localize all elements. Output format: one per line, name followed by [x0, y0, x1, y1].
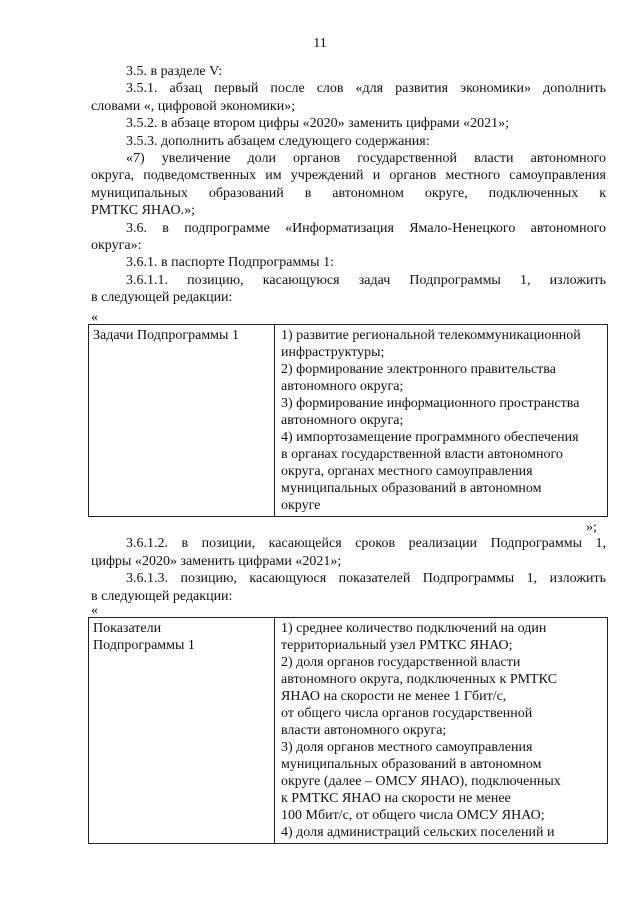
text-line: 3.6.1. в паспорте Подпрограммы 1:: [126, 255, 334, 271]
text-line: муниципальных образований в автономном округе, подключенных к: [91, 185, 606, 201]
page-number: 11: [313, 36, 327, 51]
text-line: в следующей редакции:: [91, 290, 233, 306]
tasks-label: Задачи Подпрограммы 1: [93, 328, 239, 343]
tasks-label-cell: [89, 325, 275, 517]
table-cell-line: к РМТКС ЯНАО на скорости не менее: [281, 791, 511, 806]
indicators-label-line: Показатели: [93, 621, 162, 636]
text-line: 3.6. в подпрограмме «Информатизация Ямало-Ненецкого автономного: [126, 220, 606, 236]
table-cell-line: 2) формирование электронного правительства: [281, 362, 556, 377]
table-cell-line: округа, органах местного самоуправления: [281, 464, 533, 479]
text-line: округа, подведомственных им учреждений и органов местного самоуправления: [91, 168, 606, 184]
text-line: 3.6.1.1. позицию, касающуюся задач Подпрограммы 1, изложить: [126, 272, 606, 288]
table-cell-line: в органах государственной власти автономного: [281, 447, 563, 462]
table-cell-line: муниципальных образований в автономном: [281, 757, 542, 772]
tasks-table: [88, 324, 608, 517]
table-cell-line: 4) доля администраций сельских поселений и: [281, 825, 555, 840]
tasks-content-cell: [275, 325, 608, 517]
text-line: 3.5.3. дополнить абзацем следующего содержания:: [126, 133, 430, 149]
table-cell-line: ЯНАО на скорости не менее 1 Гбит/с,: [281, 689, 507, 704]
table-cell-line: муниципальных образований в автономном: [281, 481, 542, 496]
text-line: 3.5.1. абзац первый после слов «для развития экономики» дополнить: [126, 81, 606, 97]
text-line: РМТКС ЯНАО.»;: [91, 203, 195, 219]
text-line: 3.5. в разделе V:: [126, 64, 223, 79]
table-row: [89, 618, 608, 844]
text-line: 3.6.1.2. в позиции, касающейся сроков реализации Подпрограммы 1,: [126, 536, 606, 551]
opening-quote: «: [91, 603, 98, 618]
table-cell-line: округе (далее – ОМСУ ЯНАО), подключенных: [281, 774, 561, 789]
indicators-label-line: Подпрограммы 1: [93, 638, 195, 653]
table-cell-line: инфраструктуры;: [281, 345, 385, 360]
table-cell-line: автономного округа;: [281, 413, 404, 428]
closing-quote: »;: [586, 520, 597, 535]
text-line: цифры «2020» заменить цифрами «2021»;: [91, 553, 342, 569]
table-cell-line: власти автономного округа;: [281, 723, 447, 738]
table-cell-line: 2) доля органов государственной власти: [281, 655, 521, 670]
text-line: словами «, цифровой экономики»;: [91, 98, 296, 114]
text-line: округа»:: [91, 238, 142, 253]
table-cell-line: 3) формирование информационного пространства: [281, 396, 580, 411]
text-line: «7) увеличение доли органов государственной власти автономного: [126, 151, 606, 166]
table-cell-line: от общего числа органов государственной: [281, 706, 533, 721]
indicators-content-cell: [275, 618, 608, 844]
table-cell-line: автономного округа;: [281, 379, 404, 394]
table-cell-line: 3) доля органов местного самоуправления: [281, 740, 533, 755]
text-line: 3.6.1.3. позицию, касающуюся показателей Подпрограммы 1, изложить: [126, 571, 606, 587]
table-cell-line: территориальный узел РМТКС ЯНАО;: [281, 638, 513, 653]
table-row: [89, 325, 608, 517]
opening-quote: «: [91, 310, 98, 325]
table-cell-line: 4) импортозамещение программного обеспечения: [281, 430, 579, 445]
indicators-label-cell: [89, 618, 275, 844]
table-cell-line: автономного округа, подключенных к РМТКС: [281, 672, 557, 687]
table-cell-line: 100 Мбит/с, от общего числа ОМСУ ЯНАО;: [281, 808, 545, 823]
text-line: 3.5.2. в абзаце втором цифры «2020» заменить цифрами «2021»;: [126, 116, 509, 132]
indicators-table: [88, 617, 608, 844]
table-cell-line: 1) развитие региональной телекоммуникационной: [281, 328, 581, 343]
table-cell-line: 1) среднее количество подключений на один: [281, 621, 547, 636]
text-line: в следующей редакции:: [91, 588, 233, 604]
table-cell-line: округе: [281, 498, 321, 513]
